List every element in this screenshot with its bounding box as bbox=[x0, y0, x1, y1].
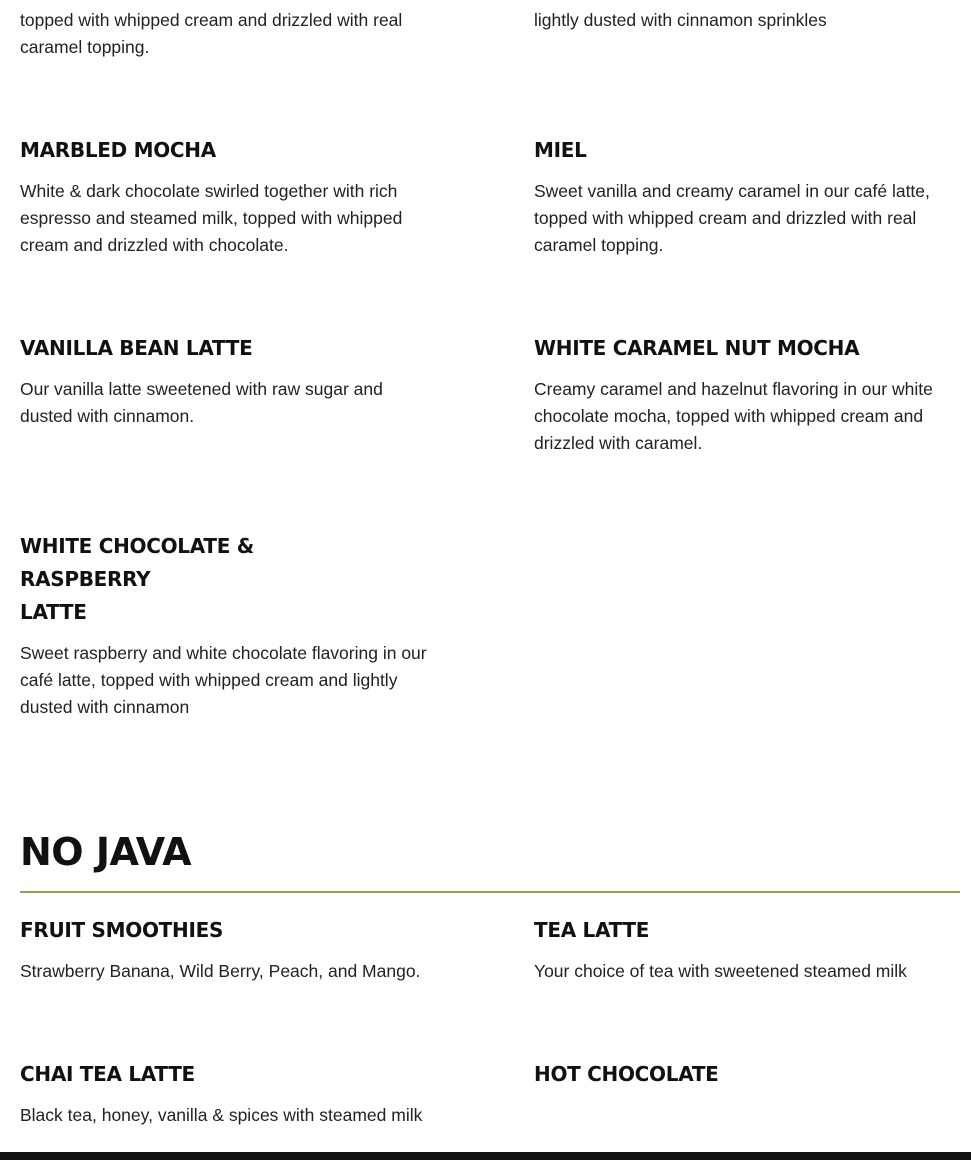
menu-item-vanilla-bean-latte bbox=[20, 332, 450, 430]
menu-item-fruit-smoothies bbox=[20, 914, 450, 985]
item-description: topped with whipped cream and drizzled with real caramel topping. bbox=[20, 10, 403, 57]
item-name: CHAI TEA LATTE bbox=[20, 1062, 195, 1086]
item-name: HOT CHOCOLATE bbox=[534, 1062, 719, 1086]
item-description: White & dark chocolate swirled together with rich espresso and steamed milk, topped with whipped cream and drizzled with chocolate. bbox=[20, 181, 403, 255]
item-name: VANILLA BEAN LATTE bbox=[20, 336, 253, 360]
menu-item-hot-chocolate bbox=[534, 1058, 964, 1102]
item-name: MIEL bbox=[534, 138, 587, 162]
menu-item-partial-right bbox=[534, 7, 964, 34]
menu-item-chai-tea-latte bbox=[20, 1058, 450, 1129]
menu-item-white-caramel-nut-mocha bbox=[534, 332, 964, 457]
item-description: Our vanilla latte sweetened with raw sugar and dusted with cinnamon. bbox=[20, 379, 383, 426]
item-name: WHITE CHOCOLATE & RASPBERRY LATTE bbox=[20, 534, 254, 624]
item-description: Sweet vanilla and creamy caramel in our café latte, topped with whipped cream and drizzled with real caramel topping. bbox=[534, 181, 930, 255]
menu-item-tea-latte bbox=[534, 914, 964, 985]
item-description: Your choice of tea with sweetened steamed milk bbox=[534, 961, 907, 981]
item-description: Creamy caramel and hazelnut flavoring in our white chocolate mocha, topped with whipped cream and drizzled with caramel. bbox=[534, 379, 933, 453]
menu-item-marbled-mocha bbox=[20, 134, 450, 259]
menu-item-miel bbox=[534, 134, 964, 259]
item-name: MARBLED MOCHA bbox=[20, 138, 216, 162]
item-name: FRUIT SMOOTHIES bbox=[20, 918, 224, 942]
item-description: Black tea, honey, vanilla & spices with steamed milk bbox=[20, 1105, 423, 1125]
item-description: lightly dusted with cinnamon sprinkles bbox=[534, 10, 827, 30]
item-description: Sweet raspberry and white chocolate flavoring in our café latte, topped with whipped cream and lightly dusted with cinnamon bbox=[20, 643, 427, 717]
item-name: TEA LATTE bbox=[534, 918, 650, 942]
menu-item-partial-left bbox=[20, 7, 450, 61]
section-divider bbox=[20, 891, 960, 893]
footer-bar bbox=[0, 1152, 971, 1160]
item-description: Strawberry Banana, Wild Berry, Peach, and Mango. bbox=[20, 961, 421, 981]
item-name: WHITE CARAMEL NUT MOCHA bbox=[534, 336, 860, 360]
menu-item-white-chocolate-raspberry-latte bbox=[20, 530, 450, 721]
section-title-no-java: NO JAVA bbox=[20, 830, 192, 874]
